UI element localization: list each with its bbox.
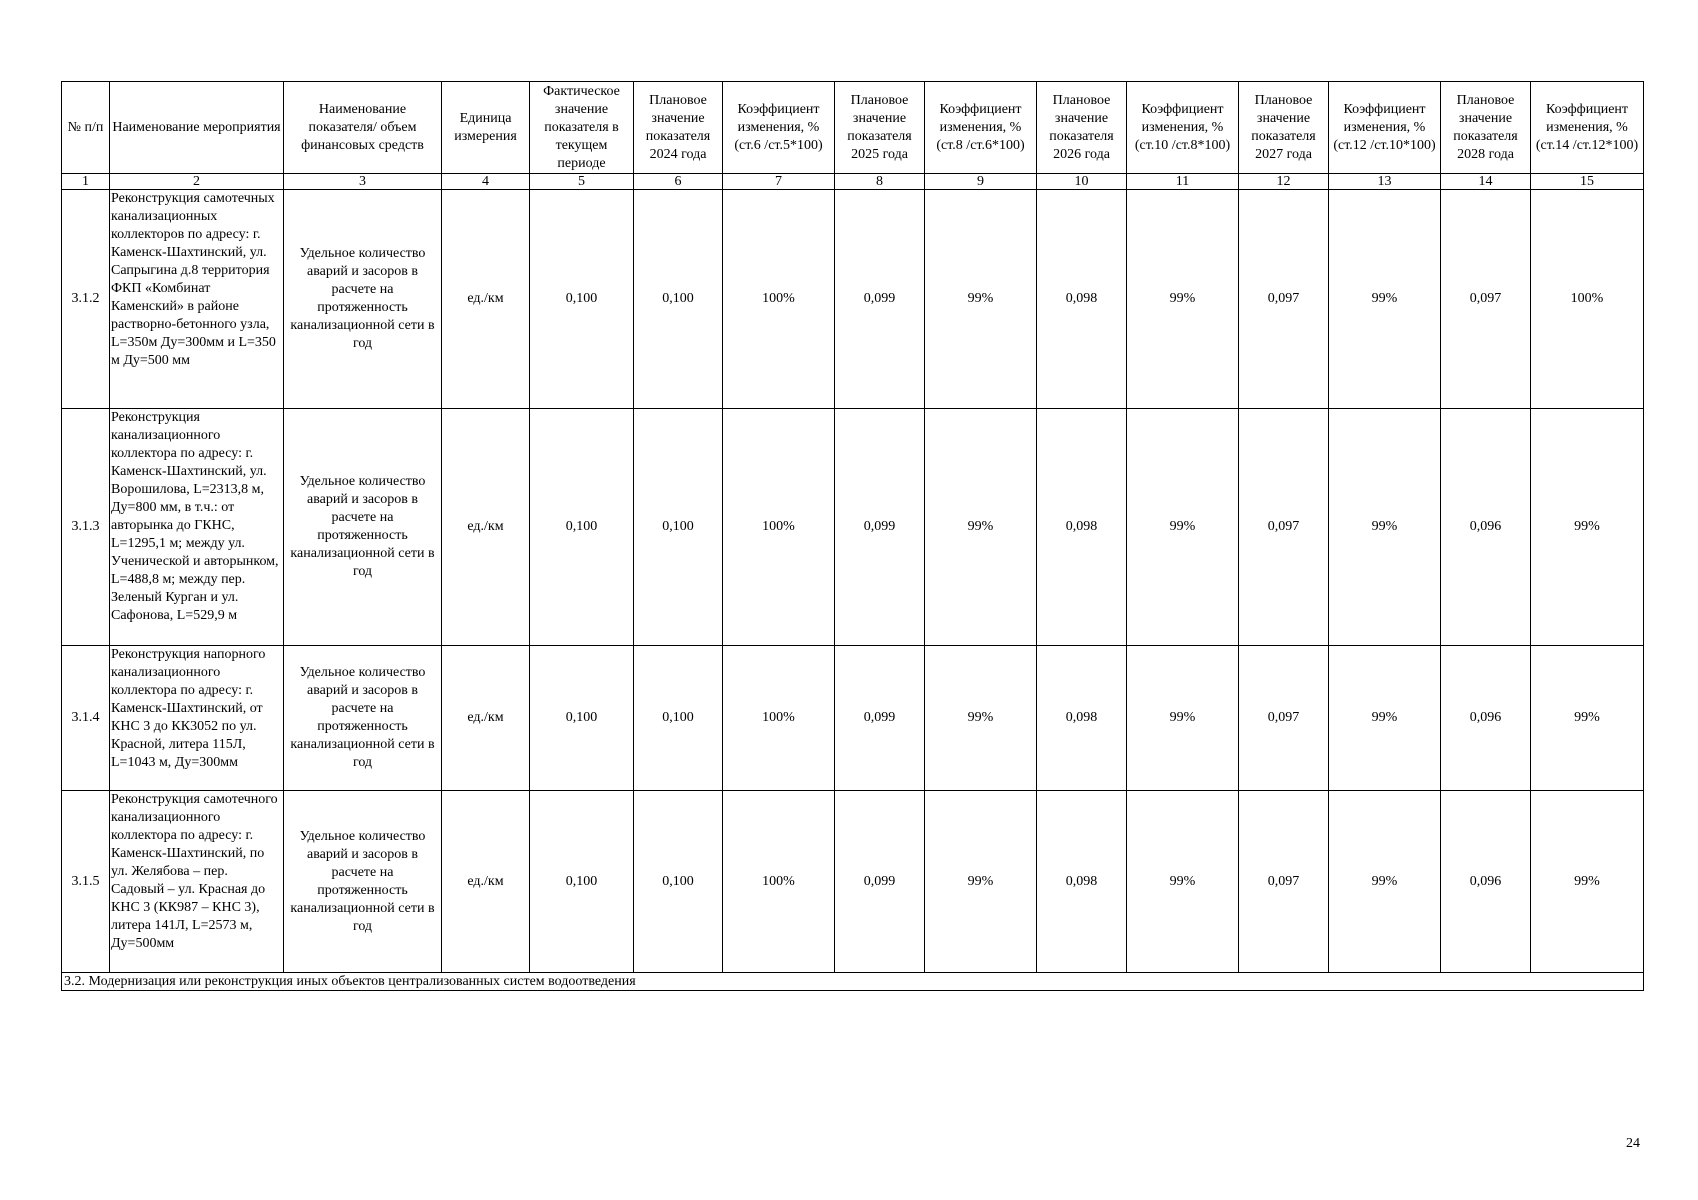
coefficient-cell: 100% (1531, 190, 1644, 409)
table-row (62, 791, 1644, 973)
value-cell: 0,096 (1441, 646, 1531, 791)
coefficient-cell: 99% (1127, 409, 1239, 646)
value-cell: 0,100 (530, 646, 634, 791)
coefficient-cell: 99% (925, 190, 1037, 409)
coefficient-cell: 100% (723, 646, 835, 791)
column-number: 4 (442, 174, 530, 190)
column-number: 2 (110, 174, 284, 190)
header-cell: Наименование показателя/ объем финансовых средств (284, 82, 442, 174)
measure-name: Реконструкция канализационного коллектора по адресу: г. Каменск-Шахтинский, ул. Ворошилова, L=2313,8 м, Ду=800 мм, в т.ч.: от авторынка до ГКНС, L=1295,1 м; между ул. Ученической и авторынком, L=488,8 м; между пер. Зеленый Курган и ул. Сафонова, L=529,9 м (110, 409, 284, 646)
column-number: 3 (284, 174, 442, 190)
unit-cell: ед./км (442, 190, 530, 409)
coefficient-cell: 100% (723, 791, 835, 973)
header-cell: Коэффициент изменения, % (ст.8 /ст.6*100) (925, 82, 1037, 174)
column-number: 5 (530, 174, 634, 190)
coefficient-cell: 99% (1127, 190, 1239, 409)
coefficient-cell: 99% (1531, 646, 1644, 791)
header-cell: Плановое значение показателя 2027 года (1239, 82, 1329, 174)
value-cell: 0,098 (1037, 646, 1127, 791)
coefficient-cell: 99% (1531, 791, 1644, 973)
header-cell: Фактическое значение показателя в текущем периоде (530, 82, 634, 174)
value-cell: 0,100 (634, 190, 723, 409)
header-cell: Наименование мероприятия (110, 82, 284, 174)
column-number: 10 (1037, 174, 1127, 190)
value-cell: 0,098 (1037, 791, 1127, 973)
value-cell: 0,097 (1239, 190, 1329, 409)
indicator-name: Удельное количество аварий и засоров в расчете на протяженность канализационной сети в год (284, 190, 442, 409)
section-title: 3.2. Модернизация или реконструкция иных объектов централизованных систем водоотведения (62, 973, 1644, 991)
value-cell: 0,100 (530, 791, 634, 973)
value-cell: 0,098 (1037, 409, 1127, 646)
header-cell: Коэффициент изменения, % (ст.10 /ст.8*100) (1127, 82, 1239, 174)
header-cell: № п/п (62, 82, 110, 174)
coefficient-cell: 99% (925, 791, 1037, 973)
page-number: 24 (1626, 1136, 1640, 1151)
row-number: 3.1.2 (62, 190, 110, 409)
column-number: 12 (1239, 174, 1329, 190)
table-row (62, 409, 1644, 646)
unit-cell: ед./км (442, 409, 530, 646)
value-cell: 0,099 (835, 791, 925, 973)
row-number: 3.1.4 (62, 646, 110, 791)
table-row (62, 190, 1644, 409)
column-number: 15 (1531, 174, 1644, 190)
value-cell: 0,100 (530, 190, 634, 409)
header-cell: Единица измерения (442, 82, 530, 174)
column-number: 8 (835, 174, 925, 190)
value-cell: 0,097 (1239, 791, 1329, 973)
coefficient-cell: 99% (925, 409, 1037, 646)
indicator-name: Удельное количество аварий и засоров в расчете на протяженность канализационной сети в год (284, 409, 442, 646)
coefficient-cell: 99% (1127, 646, 1239, 791)
measure-name: Реконструкция напорного канализационного коллектора по адресу: г. Каменск-Шахтинский, от КНС 3 до КК3052 по ул. Красной, литера 115Л, L=1043 м, Ду=300мм (110, 646, 284, 791)
coefficient-cell: 99% (1127, 791, 1239, 973)
column-number: 9 (925, 174, 1037, 190)
coefficient-cell: 99% (1329, 409, 1441, 646)
table-row (62, 646, 1644, 791)
value-cell: 0,099 (835, 190, 925, 409)
column-number: 1 (62, 174, 110, 190)
indicator-name: Удельное количество аварий и засоров в расчете на протяженность канализационной сети в год (284, 646, 442, 791)
indicator-name: Удельное количество аварий и засоров в расчете на протяженность канализационной сети в год (284, 791, 442, 973)
value-cell: 0,100 (530, 409, 634, 646)
value-cell: 0,100 (634, 791, 723, 973)
value-cell: 0,096 (1441, 791, 1531, 973)
measure-name: Реконструкция самотечного канализационного коллектора по адресу: г. Каменск-Шахтинский, по ул. Желябова – пер. Садовый – ул. Красная до КНС 3 (КК987 – КНС 3), литера 141Л, L=2573 м, Ду=500мм (110, 791, 284, 973)
header-cell: Плановое значение показателя 2024 года (634, 82, 723, 174)
column-number: 13 (1329, 174, 1441, 190)
header-cell: Плановое значение показателя 2025 года (835, 82, 925, 174)
header-cell: Плановое значение показателя 2028 года (1441, 82, 1531, 174)
coefficient-cell: 99% (1329, 646, 1441, 791)
measures-table (61, 81, 1644, 991)
column-number: 11 (1127, 174, 1239, 190)
value-cell: 0,097 (1441, 190, 1531, 409)
header-cell: Плановое значение показателя 2026 года (1037, 82, 1127, 174)
header-row (62, 82, 1644, 174)
measure-name: Реконструкция самотечных канализационных коллекторов по адресу: г. Каменск-Шахтинский, ул. Сапрыгина д.8 территория ФКП «Комбинат Каменский» в районе растворно-бетонного узла, L=350м Ду=300мм и L=350 м Ду=500 мм (110, 190, 284, 409)
coefficient-cell: 100% (723, 409, 835, 646)
row-number: 3.1.3 (62, 409, 110, 646)
value-cell: 0,098 (1037, 190, 1127, 409)
unit-cell: ед./км (442, 791, 530, 973)
column-number: 7 (723, 174, 835, 190)
value-cell: 0,100 (634, 646, 723, 791)
row-number: 3.1.5 (62, 791, 110, 973)
value-cell: 0,096 (1441, 409, 1531, 646)
column-number-row (62, 174, 1644, 190)
value-cell: 0,099 (835, 409, 925, 646)
header-cell: Коэффициент изменения, % (ст.12 /ст.10*100) (1329, 82, 1441, 174)
value-cell: 0,100 (634, 409, 723, 646)
coefficient-cell: 100% (723, 190, 835, 409)
coefficient-cell: 99% (1531, 409, 1644, 646)
column-number: 14 (1441, 174, 1531, 190)
value-cell: 0,097 (1239, 646, 1329, 791)
column-number: 6 (634, 174, 723, 190)
value-cell: 0,099 (835, 646, 925, 791)
section-row (62, 973, 1644, 991)
header-cell: Коэффициент изменения, % (ст.14 /ст.12*100) (1531, 82, 1644, 174)
coefficient-cell: 99% (925, 646, 1037, 791)
unit-cell: ед./км (442, 646, 530, 791)
coefficient-cell: 99% (1329, 791, 1441, 973)
coefficient-cell: 99% (1329, 190, 1441, 409)
value-cell: 0,097 (1239, 409, 1329, 646)
header-cell: Коэффициент изменения, % (ст.6 /ст.5*100) (723, 82, 835, 174)
